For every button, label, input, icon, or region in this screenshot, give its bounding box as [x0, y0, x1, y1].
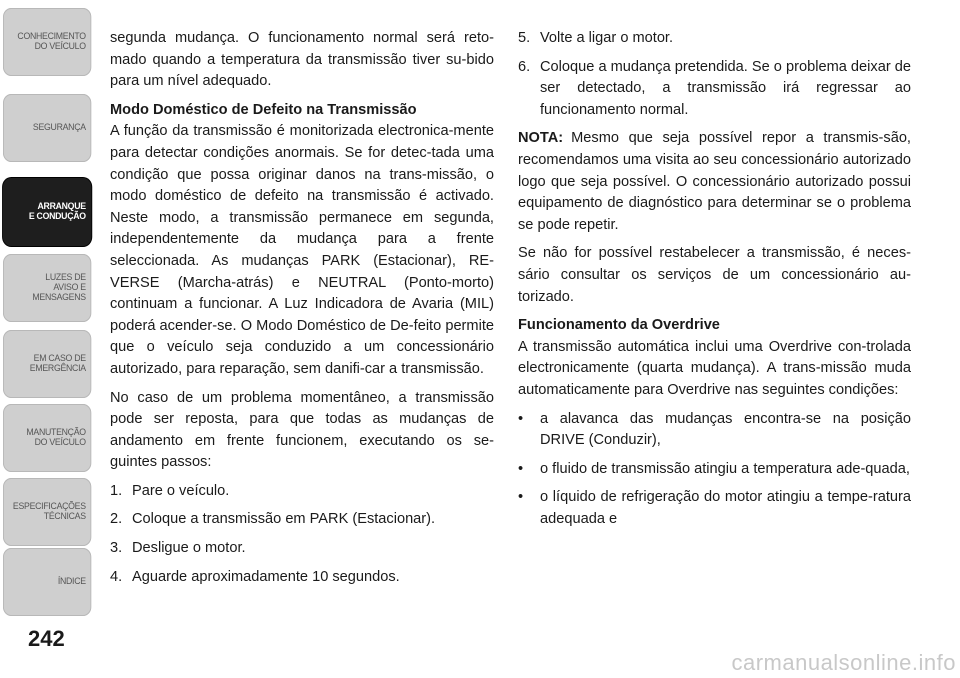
tab-label-line: EMERGÊNCIA: [29, 363, 86, 374]
tab-label-line: TÉCNICAS: [43, 511, 86, 522]
bullet-text: o líquido de refrigeração do motor atingiu a tempe-ratura adequada e: [540, 489, 911, 527]
list-number: 2.: [110, 511, 123, 528]
note-label: NOTA:: [518, 130, 564, 147]
chapter-sidebar: [0, 0, 100, 678]
tab-manutencao-do-veiculo[interactable]: [3, 404, 91, 472]
left-column: [110, 28, 494, 595]
list-number: 6.: [518, 58, 531, 75]
paragraph: segunda mudança. O funcionamento normal será reto-mado quando a temperatura da transmissão tiver su-bido para um nível adequado.: [110, 30, 494, 90]
bullet-item: [518, 409, 911, 452]
tab-label-line: E CONDUÇÃO: [28, 211, 86, 222]
section-heading: Funcionamento da Overdrive: [518, 317, 720, 334]
tab-label-line: EM CASO DE: [33, 353, 86, 364]
list-number: 1.: [110, 482, 123, 499]
list-text: Pare o veículo.: [132, 482, 230, 499]
note-text: Mesmo que seja possível repor a transmis-são, recomendamos uma visita ao seu concessionário autorizado logo que seja possível. O concessionário autorizado possui equipamento de diagnóstico para determinar se o problema se pode repetir.: [518, 130, 911, 233]
paragraph: A transmissão automática inclui uma Overdrive con-trolada electronicamente (quarta mudança). A trans-missão muda automaticamente para Overdrive nas seguintes condições:: [518, 338, 911, 398]
tab-label-line: CONHECIMENTO: [17, 31, 86, 42]
bullet-icon: •: [518, 460, 524, 477]
tab-luzes-de-aviso[interactable]: [3, 254, 91, 322]
paragraph: No caso de um problema momentâneo, a transmissão pode ser reposta, para que todas as mudanças de andamento em frente funcionem, executando os se-guintes passos:: [110, 389, 494, 471]
paragraph: A função da transmissão é monitorizada electronica-mente para detectar condições anormais. Se for detec-tada uma condição que possa originar danos na trans-missão, o modo doméstico de defeito na transmissão é activado. Neste modo, a transmissão permanece em segunda, independentemente da mudança para a frente seleccionada. As mudanças PARK (Estacionar), RE-VERSE (Marcha-atrás) e NEUTRAL (Ponto-morto) continuam a funcionar. A Luz Indicadora de Avaria (MIL) poderá acender-se. O Modo Doméstico de De-feito permite que o veículo seja conduzido a um concessionário autorizado, para reparação, sem danifi-car a transmissão.: [110, 123, 494, 377]
tab-seguranca[interactable]: [3, 94, 91, 162]
list-text: Desligue o motor.: [132, 540, 246, 557]
tab-label-line: DO VEÍCULO: [34, 41, 86, 52]
bullet-item: [518, 487, 911, 530]
list-text: Volte a ligar o motor.: [540, 30, 674, 46]
tab-indice[interactable]: [3, 548, 91, 616]
tab-label-line: ESPECIFICAÇÕES: [12, 501, 86, 512]
tab-label-line: DO VEÍCULO: [34, 437, 86, 448]
tab-arranque-e-conducao[interactable]: [3, 178, 91, 246]
tab-label-line: AVISO E: [53, 282, 86, 293]
tab-label-line: LUZES DE: [45, 272, 86, 283]
list-text: Coloque a mudança pretendida. Se o problema deixar de ser detectado, a transmissão irá regressar ao funcionamento normal.: [540, 58, 911, 118]
tab-label-line: MENSAGENS: [32, 292, 86, 303]
list-text: Coloque a transmissão em PARK (Estacionar).: [132, 511, 436, 528]
bullet-icon: •: [518, 489, 524, 506]
list-item: [518, 57, 911, 122]
watermark: carmanualsonline.info: [731, 650, 956, 675]
paragraph: Se não for possível restabelecer a transmissão, é neces-sário consultar os serviços de um concessionário au-torizado.: [518, 245, 911, 305]
note-paragraph: [518, 128, 911, 236]
bullet-text: o fluido de transmissão atingiu a temperatura ade-quada,: [540, 460, 910, 477]
list-item: [110, 538, 494, 560]
bullet-text: a alavanca das mudanças encontra-se na posição DRIVE (Conduzir),: [540, 410, 911, 449]
bullet-item: [518, 459, 911, 481]
section-heading: Modo Doméstico de Defeito na Transmissão: [110, 101, 417, 118]
bullet-icon: •: [518, 410, 524, 427]
list-item: [110, 481, 494, 503]
tab-em-caso-de-emergencia[interactable]: [3, 330, 91, 398]
tab-label-line: ARRANQUE: [37, 201, 86, 212]
list-text: Aguarde aproximadamente 10 segundos.: [132, 568, 400, 585]
page-number: 242: [28, 626, 65, 651]
tab-especificacoes-tecnicas[interactable]: [3, 478, 91, 546]
tab-label-line: MANUTENÇÃO: [26, 427, 86, 438]
list-item: [110, 567, 494, 589]
right-column: [518, 28, 911, 537]
tab-label-line: ÍNDICE: [57, 576, 86, 587]
list-item: [518, 28, 911, 50]
list-number: 4.: [110, 568, 123, 585]
tab-conhecimento-do-veiculo[interactable]: [3, 8, 91, 76]
tab-label-line: SEGURANÇA: [32, 122, 86, 133]
list-item: [110, 509, 494, 531]
list-number: 3.: [110, 540, 123, 557]
list-number: 5.: [518, 30, 531, 46]
